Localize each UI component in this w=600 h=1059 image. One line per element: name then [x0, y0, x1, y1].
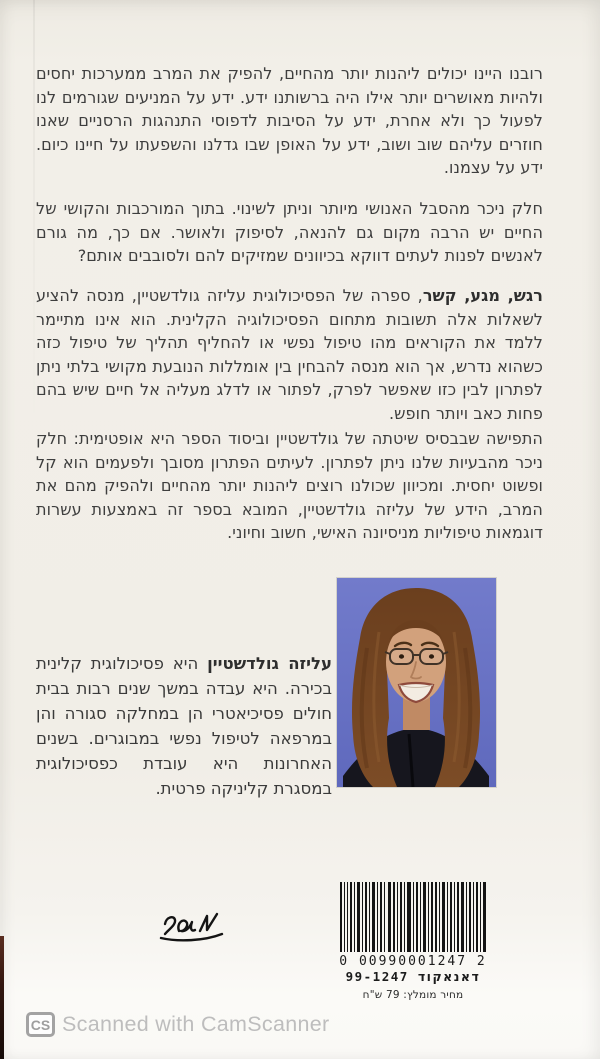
- author-bio-rest: היא פסיכולוגית קלינית בכירה. היא עבדה במשך שנים רבות בבית חולים פסיכיאטרי הן במחלקה סגורה והן במרפאה לטיפול נפשי במבוגרים. בשנים האחרונות היא עובדת כפסיכולוגית במסגרת קליניקה פרטית.: [36, 654, 332, 798]
- price-label: מחיר מומלץ: 79 ש"ח: [362, 989, 464, 1001]
- danacode-label: דאנאקוד 99-1247: [345, 969, 481, 984]
- author-bio: [36, 651, 332, 801]
- paragraph-optimistic-approach: התפישה שבבסיס שיטתה של גולדשטיין וביסוד הספר היא אופטימית: חלק ניכר מהבעיות שלנו ניתן לפתרון. לעיתים הפתרון מסובך ולפעמים הוא קל ופשוט יחסית. ומכיוון שכולנו רוצים ליהנות יותר מהחיים ולהפיק מהם את המרב, הידע של עליזה גולדשטיין, המובא בספר זה באמצעות עשרות דוגמאות טיפוליות מניסיונה האישי, חשוב וחיוני.: [36, 429, 543, 542]
- camscanner-badge-icon: CS: [26, 1012, 55, 1037]
- author-name-text: עליזה גולדשטיין: [207, 654, 332, 673]
- book-title-text: רגש, מגע, קשר: [422, 286, 543, 305]
- publisher-signature-icon: [156, 900, 234, 950]
- page-crease-line: [33, 0, 35, 430]
- camscanner-watermark: Scanned with CamScanner: [62, 1012, 330, 1036]
- paragraph-knowledge-intro: רובנו היינו יכולים ליהנות יותר מהחיים, להפיק את המרב ממערכות יחסים ולהיות מאושרים יותר אילו היה ברשותנו ידע. ידע על המניעים שגורמים לנו לפעול כך ולא אחרת, ידע על הסיבות לדפוסי התנהגות הרסניים שאנו חוזרים עליהם שוב ושוב, ידע על האופן שבו גדלנו והשפעתו על חיינו כיום. ידע על עצמנו.: [36, 64, 543, 177]
- author-photo: [337, 578, 496, 787]
- barcode-block: [338, 882, 488, 984]
- paragraph-book-description: [36, 284, 543, 425]
- barcode-number: 0 00990001247 2: [339, 954, 487, 969]
- barcode-icon: [338, 882, 488, 952]
- paragraph-book-description-rest: , ספרה של הפסיכולוגית עליזה גולדשטיין, מנסה להציע לשאלות אלה תשובות מתחום הפסיכולוגיה הקלינית. הוא אינו מתיימר ללמד את הקוראים מהו טיפול נפשי או להחליף תהליך של טיפול כזה כשהוא נדרש, אך הוא מנסה להבחין בין אומללות הנובעת מקושי בלתי ניתן לפתרון לבין כזו שאפשר לפרק, לפתור או לדלג מעליה אל חיים שיש בהם פחות כאב ויותר חופש.: [36, 286, 543, 423]
- publisher-logo: [156, 900, 234, 950]
- page-edge-shadow: [0, 936, 4, 1059]
- author-portrait-illustration: [337, 578, 496, 787]
- paragraph-suffering-question: חלק ניכר מהסבל האנושי מיותר וניתן לשינוי. בתוך המורכבות והקושי של החיים יש הרבה מקום גם להנאה, לסיפוק ולאושר. אם כך, מה גורם לאנשים לפנות לעתים דווקא בכיוונים שמזיקים להם ולסובבים אותם?: [36, 199, 543, 265]
